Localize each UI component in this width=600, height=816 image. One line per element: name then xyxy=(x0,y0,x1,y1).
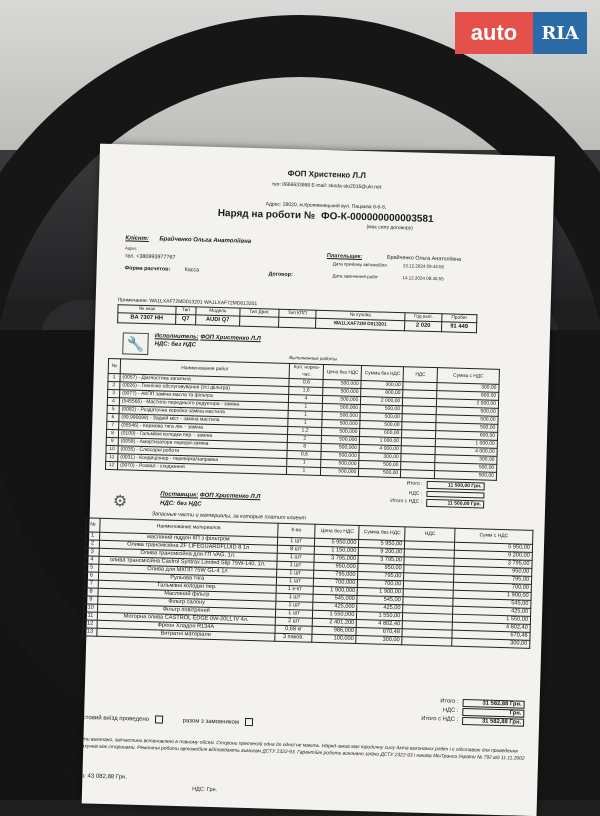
parts-totals xyxy=(374,697,525,728)
parts-cell: 700,00 xyxy=(358,580,404,589)
works-cell: 6 xyxy=(107,413,119,421)
executor-vat: НДС: без НДС xyxy=(154,341,197,349)
close-date: 14.12.2024 08:45:55 xyxy=(402,275,444,282)
vehicle-header: Тип Двиг. xyxy=(240,308,279,317)
works-cell: 500,000 xyxy=(322,435,360,444)
works-total-row xyxy=(391,480,485,491)
parts-cell: Фреон Хладон R134A xyxy=(97,620,275,633)
parts-cell: 6 xyxy=(84,572,98,580)
parts-vat-label: НДС : xyxy=(442,707,459,714)
parts-cell: 1 шт xyxy=(276,569,314,578)
parts-cell: 2 xyxy=(85,540,99,548)
works-cell: (0082) - Роздаточна коробка-заміна мастила xyxy=(119,406,289,419)
parts-cell: 545,000 xyxy=(313,594,357,603)
parts-cell: 3 xyxy=(85,548,99,556)
works-cell: (545566) - Мастило переднього редуктора - заміна xyxy=(119,398,289,411)
works-cell: 500,00 xyxy=(436,415,498,425)
vehicle-header: № кузова xyxy=(316,310,406,320)
parts-total-vat: 31 582,88 Грн. xyxy=(462,717,524,727)
works-totals xyxy=(390,480,485,511)
document-subtitle: (має силу договору) xyxy=(366,224,413,232)
works-cell: 500,000 xyxy=(323,403,361,412)
parts-cell: 1 шт xyxy=(275,609,313,618)
works-cell: 800,00 xyxy=(437,391,499,401)
parts-header: Сумм с НДС xyxy=(455,528,533,544)
parts-cell: 795,00 xyxy=(358,572,404,581)
works-cell: 3 xyxy=(108,389,120,397)
works-cell: 1 xyxy=(288,419,322,428)
works-cell: 500,000 xyxy=(321,443,359,452)
parts-total-vat-label: Итого с НДС : xyxy=(421,715,459,723)
works-cell: 500,000 xyxy=(323,379,361,388)
vehicle-header: Пробег xyxy=(442,314,477,323)
works-cell: 500,00 xyxy=(435,463,497,473)
parts-cell: 1 550,00 xyxy=(453,614,531,624)
parts-cell: 3 паков. xyxy=(274,633,312,642)
works-vat-label: НДС : xyxy=(408,490,423,497)
vehicle-year: 2 020 xyxy=(405,321,442,332)
works-cell xyxy=(401,470,435,479)
works-cell: 9 xyxy=(106,437,118,445)
vehicle-header: № знак xyxy=(118,305,176,315)
parts-cell: 1 к-кт xyxy=(276,585,314,594)
vehicle-type: Q7 xyxy=(176,314,196,325)
parts-cell: 300,00 xyxy=(356,635,402,644)
vehicle-header: Тип КПП xyxy=(279,309,316,318)
supplier-label: Поставщик: xyxy=(160,491,199,499)
remark: Примечание: WA1LXAF72MD013201 WA1LXAF72MD013201 xyxy=(117,297,258,308)
parts-cell: 9 200,00 xyxy=(454,550,532,560)
parts-cell: 950,00 xyxy=(358,564,404,573)
works-header: Цена без НДС xyxy=(323,364,361,380)
works-cell: 10 xyxy=(106,445,118,453)
supplier-name: ФОП Христенко Л.Л xyxy=(199,492,261,501)
works-cell: 500,00 xyxy=(359,461,401,470)
test-drive-label: Тестовий виїзд проведено xyxy=(75,714,150,723)
parts-cell: 2 шт xyxy=(275,617,313,626)
works-cell: (0031) - Кондиціонер - перевірка/заправка xyxy=(118,454,288,467)
parts-cell: 0,68 кг xyxy=(275,625,313,634)
works-cell: 500,000 xyxy=(321,459,359,468)
works-cell: 1,2 xyxy=(288,427,322,436)
payment-value: Касса xyxy=(184,267,200,274)
accept-date: 13.12.2024 09:44:55 xyxy=(402,263,445,270)
works-cell: 2 000,00 xyxy=(361,397,403,406)
parts-cell: 950,00 xyxy=(454,566,532,576)
parts-cell: 11 xyxy=(83,612,97,620)
parts-cell: 4 802,40 xyxy=(452,622,530,632)
parts-header: Наименование материалов xyxy=(100,518,278,537)
works-cell: 600,00 xyxy=(360,429,402,438)
parts-cell: 1 шт xyxy=(277,537,315,546)
works-cell: (0070) - Розвал - сходження xyxy=(117,462,287,475)
works-cell: 500,00 xyxy=(434,471,496,481)
works-header: НДС xyxy=(403,367,437,383)
parts-cell: Витратні матеріали xyxy=(97,628,275,641)
with-customer-checkbox[interactable] xyxy=(245,718,253,726)
company-address: Адрес: 28020, м.Кропивницький вул. Пацаєва 8-б-б, xyxy=(265,201,387,211)
works-cell: 0,6 xyxy=(289,379,323,388)
parts-cell: Фільтр салону xyxy=(98,596,276,609)
parts-cell: Олива для МКПП 75W GL-4 1л xyxy=(99,564,277,577)
parts-cell: Гальмівні колодки пер. xyxy=(98,580,276,593)
works-cell: 500,000 xyxy=(322,419,360,428)
parts-cell: 1 шт xyxy=(276,561,314,570)
works-cell: 300,00 xyxy=(435,455,497,465)
parts-cell: Моторна олива CASTROL EDGE 0W-20LL IV 4л. xyxy=(97,612,275,625)
parts-cell: 2 401,200 xyxy=(313,618,357,627)
parts-cell: 4 xyxy=(85,556,99,564)
executor-name: ФОП Христенко Л.Л xyxy=(200,334,261,343)
works-header: Кол. нормо-час. xyxy=(290,364,324,380)
pdv-label: НДС: xyxy=(192,786,206,793)
parts-cell: 1 шт xyxy=(276,577,314,586)
parts-vat: Грн. xyxy=(462,708,524,718)
works-cell: 500,00 xyxy=(360,421,402,430)
parts-cell: 5 950,000 xyxy=(315,538,359,547)
parts-cell: 3 795,00 xyxy=(454,558,532,568)
works-cell: (0035) - Слюсарні роботи xyxy=(118,446,288,459)
payer-label: Плательщик: xyxy=(326,253,363,261)
works-cell: 4 000,00 xyxy=(359,445,401,454)
watermark-ria: RIA xyxy=(533,12,587,54)
parts-cell: 1 150,000 xyxy=(315,546,359,555)
works-cell: (0026) - Технічне обслуговування (Усі фільтра) xyxy=(120,382,290,395)
vehicle-header: Год вып. xyxy=(405,313,442,322)
grand-total-value: 43 082,88 Грн. xyxy=(87,773,128,781)
pdv-value: Грн. xyxy=(206,786,218,794)
parts-cell: 1 шт xyxy=(277,553,315,562)
works-cell: 1 xyxy=(289,403,323,412)
order-number: ФО-К-000000000003581 xyxy=(320,210,434,225)
works-cell: (0100) - Гальмівні колодки пер. - заміна xyxy=(118,430,288,443)
works-cell: 500,00 xyxy=(359,469,401,478)
works-total-label: Итого : xyxy=(406,480,423,487)
accept-label: Дата прийому автомобіля xyxy=(332,261,387,268)
works-cell: (05546) - Кермова тяга лів. - заміна xyxy=(119,422,289,435)
works-cell: 5 xyxy=(107,405,119,413)
works-cell: 300,00 xyxy=(359,453,401,462)
works-title: Выполненные работы xyxy=(289,355,338,362)
works-cell: 11 xyxy=(106,453,118,461)
parts-cell: 545,00 xyxy=(453,598,531,608)
works-total-vat-row xyxy=(390,498,484,509)
parts-cell: 700,000 xyxy=(314,578,358,587)
works-cell: 1 xyxy=(288,411,322,420)
parts-header: НДС xyxy=(405,527,455,542)
parts-cell: 12 xyxy=(83,620,97,628)
works-cell: (0058) - Амортизатори передні-заміна xyxy=(118,438,288,451)
works-cell: 4 xyxy=(289,395,323,404)
client-name: Брайченко Ольга Анатоліївна xyxy=(159,236,252,245)
parts-cell: 1 550,00 xyxy=(357,612,403,621)
works-cell: 8 xyxy=(288,443,322,452)
title-text: Наряд на роботи № xyxy=(217,207,316,222)
parts-cell: 1 900,000 xyxy=(314,586,358,595)
parts-cell: 100,000 xyxy=(312,634,356,643)
works-cell: 0,6 xyxy=(287,451,321,460)
vehicle-table xyxy=(117,304,477,333)
parts-cell: 700,00 xyxy=(453,582,531,592)
works-cell: 2 000,00 xyxy=(437,399,499,409)
parts-cell: 4 802,40 xyxy=(357,620,403,629)
company-contacts: тел: 0666633868 E-mail: skoda-sto2016@ukr.net xyxy=(271,181,382,191)
grand-total-label: Всего: xyxy=(68,773,86,780)
vehicle-header: Тип xyxy=(176,306,196,315)
parts-cell: олива трансмісійна Castrol Syntrax Limited Slip 75W-140, 1л. xyxy=(99,556,277,569)
works-header: Сумма с НДС xyxy=(437,368,499,385)
parts-cell: 9 200,00 xyxy=(359,548,405,557)
parts-cell: 8 шт xyxy=(277,545,315,554)
parts-cell: 9 xyxy=(84,596,98,604)
works-cell: 1 000,00 xyxy=(360,437,402,446)
parts-cell: 425,00 xyxy=(453,606,531,616)
contract-label: Договор: xyxy=(268,271,293,279)
works-cell: 1 xyxy=(108,373,120,381)
parts-cell: 8 xyxy=(84,588,98,596)
company-name: ФОП Христенко Л.Л xyxy=(287,168,367,181)
autoria-watermark xyxy=(455,12,587,54)
supplier-line xyxy=(160,491,260,500)
vehicle-mileage: 91 449 xyxy=(441,322,476,333)
works-cell: 500,000 xyxy=(322,427,360,436)
parts-cell: 795,000 xyxy=(314,570,358,579)
supplier-vat: НДС: без НДС xyxy=(159,500,202,508)
works-total-vat-label: Итого с НДС : xyxy=(390,497,423,505)
parts-cell: 670,48 xyxy=(356,627,402,636)
address-label: Адрес xyxy=(125,245,137,251)
parts-cell: 1 900,00 xyxy=(453,590,531,600)
works-cell: 500,000 xyxy=(321,467,359,476)
works-cell: 500,000 xyxy=(321,451,359,460)
wrench-icon: 🔧 xyxy=(122,332,149,355)
works-cell: 1 xyxy=(287,458,321,467)
parts-cell: Олива трансмісійна ZF LIFEGUARDFLUID 8 1л xyxy=(99,540,277,553)
watermark-auto: auto xyxy=(455,12,533,54)
works-cell: 800,00 xyxy=(361,389,403,398)
parts-cell: Олива трансмісійна для ГП VAG, 1л. xyxy=(99,548,277,561)
parts-total-label: Итого : xyxy=(440,698,459,705)
parts-cell: 670,48 xyxy=(452,630,530,640)
works-cell: 600,00 xyxy=(436,431,498,441)
works-header: № xyxy=(108,358,120,373)
works-cell: 4 xyxy=(107,397,119,405)
car-parts-icon: ⚙ xyxy=(112,493,128,511)
works-total: 11 500,00 Грн. xyxy=(426,481,484,491)
works-cell: 500,00 xyxy=(360,405,402,414)
works-cell: 2 xyxy=(288,435,322,444)
works-cell: 500,00 xyxy=(360,413,402,422)
parts-header: Сумма без НДС xyxy=(359,526,405,541)
parts-header: № xyxy=(86,518,100,532)
pdv-line xyxy=(192,786,217,793)
parts-header: К-во xyxy=(277,523,315,538)
test-drive-checkbox[interactable] xyxy=(155,715,163,723)
with-customer-label: разом з замовником xyxy=(182,717,240,726)
parts-cell: 300,00 xyxy=(452,638,530,648)
works-cell: 500,000 xyxy=(322,411,360,420)
works-vat-row xyxy=(390,490,484,499)
parts-cell: 795,00 xyxy=(454,574,532,584)
client-label: Клієнт: xyxy=(125,235,149,243)
works-cell: 1,6 xyxy=(289,387,323,396)
parts-cell: Фільтр повітряний xyxy=(97,604,275,617)
parts-cell: 7 xyxy=(84,580,98,588)
payment-label: Форма расчетов: xyxy=(124,265,171,273)
parts-cell: 1 шт xyxy=(275,593,313,602)
parts-cell: 3 795,00 xyxy=(358,556,404,565)
parts-cell: 3 795,000 xyxy=(314,554,358,563)
vehicle-gearbox xyxy=(278,317,315,328)
parts-header: Цена без НДС xyxy=(315,524,359,539)
parts-table xyxy=(82,517,533,648)
close-label: Дата закінчення робіт xyxy=(332,273,378,280)
works-header: Сумма без НДС xyxy=(361,366,403,382)
vehicle-engine xyxy=(239,316,278,327)
work-order-document xyxy=(68,144,555,816)
parts-cell: 986,000 xyxy=(312,626,356,635)
works-cell: 500,00 xyxy=(436,423,498,433)
parts-cell: 10 xyxy=(84,604,98,612)
works-cell: 300,00 xyxy=(437,383,499,393)
parts-cell: масляний піддон КП з фільтром xyxy=(99,532,277,545)
works-cell: 12 xyxy=(105,461,117,469)
parts-cell: 1 шт xyxy=(275,601,313,610)
parts-subtitle: Запасные части и материалы, за которые платит клиент xyxy=(151,511,307,522)
vehicle-vin: WA1LXAF72M D013201 xyxy=(315,318,405,330)
parts-cell: 1 900,00 xyxy=(357,588,403,597)
works-cell: 2 xyxy=(108,381,120,389)
parts-cell: 5 xyxy=(85,564,99,572)
parts-cell: 5 950,00 xyxy=(359,540,405,549)
works-table xyxy=(105,358,500,481)
parts-cell: 1 550,000 xyxy=(313,610,357,619)
works-cell: 7 xyxy=(107,421,119,429)
parts-cell: 425,00 xyxy=(357,604,403,613)
works-cell: 4 000,00 xyxy=(435,447,497,457)
works-cell: 500,00 xyxy=(436,407,498,417)
parts-cell: 1 xyxy=(86,532,100,540)
parts-cell: Рульова тяга xyxy=(98,572,276,585)
works-cell: 1 000,00 xyxy=(435,439,497,449)
payer-name: Брайченко Ольга Анатоліївна xyxy=(386,254,462,263)
parts-body xyxy=(83,532,533,648)
works-total-vat: 11 500,00 Грн. xyxy=(426,499,484,509)
works-vat xyxy=(426,491,484,499)
vehicle-plate: BA 7307 HH xyxy=(118,313,176,325)
test-drive-line xyxy=(76,713,376,729)
parts-cell: 5 950,00 xyxy=(455,542,533,552)
works-cell: 300,00 xyxy=(361,381,403,390)
vehicle-model: AUDI Q7 xyxy=(196,315,240,326)
works-header: Наименование работ xyxy=(120,359,290,379)
parts-cell xyxy=(402,637,452,646)
executor-label: Исполнитель: xyxy=(154,333,199,341)
works-cell: 1 xyxy=(287,466,321,475)
works-cell: (0077) - АКПП заміна масла та фільтра xyxy=(119,390,289,403)
works-cell: 8 xyxy=(106,429,118,437)
parts-total: 31 582,88 Грн. xyxy=(463,699,525,709)
parts-cell: 950,000 xyxy=(314,562,358,571)
works-cell: (0057) - Діагностика загальна xyxy=(120,374,290,387)
parts-cell: Масляний фільтр xyxy=(98,588,276,601)
works-cell: 500,000 xyxy=(323,395,361,404)
parts-cell: 425,000 xyxy=(313,602,357,611)
works-body xyxy=(105,373,499,480)
parts-cell: 545,00 xyxy=(357,596,403,605)
works-cell: 500,000 xyxy=(323,387,361,396)
vehicle-header: Модель xyxy=(196,307,240,316)
client-phone: тел. +380993977767 xyxy=(124,253,176,261)
legal-note: Роботи виконано, запчастини встановлено в повному обсязі. Сторони претензій одна до одної не мають. Наряд-заказ має юридичну силу Акта виконаних робіт і є підставою для проведення розрахунків між сторонами. Ремонтні роботи автомобіля відповідають вимогам ДСТУ 2322-93. Гарантійні роботи виконано згідно ДСТУ 2322-93 і наказа МінТранса України № 792 від 11.11.2002 xyxy=(71,737,525,762)
works-cell: (99.990099) - Задній міст - заміна мастила xyxy=(119,414,289,427)
parts-cell: 13 xyxy=(83,628,97,636)
